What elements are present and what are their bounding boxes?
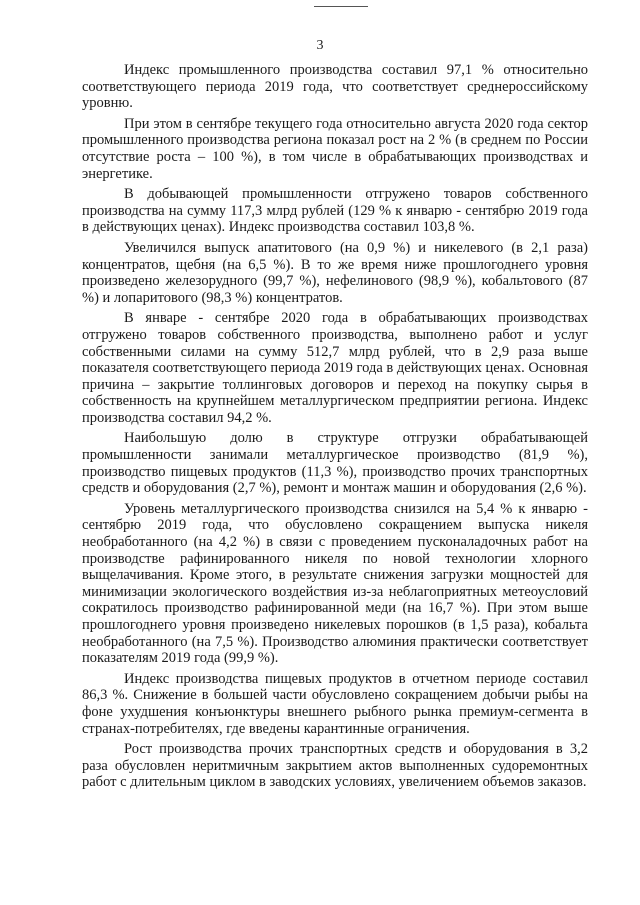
paragraph-mining: В добывающей промышленности отгружено товаров собственного производства на сумму 117,3 млрд рублей (129 % к январю - сентябрю 2019 года в действующих ценах). Индекс производства составил 103,8 %. — [82, 186, 588, 236]
paragraph-food-production: Индекс производства пищевых продуктов в отчетном периоде составил 86,3 %. Снижение в большей части обусловлено сокращением добычи рыбы на фоне ухудшения конъюнктуры внешнего рыбного рынка премиум-сегмента в странах-потребителях, где введены карантинные ограничения. — [82, 670, 588, 737]
paragraph-metallurgy: Уровень металлургического производства снизился на 5,4 % к январю - сентябрю 2019 года, что обусловлено сокращением выпуска никеля необработанного (на 4,2 %) в связи с проведением пусконаладочных работ на производстве рафинированного никеля по новой технологии хлорного выщелачивания. Кроме этого, в результате снижения загрузки мощностей для минимизации экологического воздействия из-за неблагоприятных метеоусловий сократилось производство рафинированной меди (на 16,7 %). При этом выше прошлогоднего уровня произведено никелевых порошков (в 1,5 раза), кобальта необработанного (на 7,5 %). Производство алюминия практически соответствует показателям 2019 года (99,9 %). — [82, 500, 588, 667]
top-rule-divider — [314, 6, 368, 7]
paragraph-september-growth: При этом в сентябре текущего года относительно августа 2020 года сектор промышленного производства региона показал рост на 2 % (в среднем по России отсутствие роста – 100 %), в том числе в обрабатывающих производствах и энергетике. — [82, 115, 588, 182]
page-number: 3 — [316, 38, 324, 53]
paragraph-transport-equipment: Рост производства прочих транспортных средств и оборудования в 3,2 раза обусловлен неритмичным закрытием актов выполненных судоремонтных работ с длительным циклом в заводских условиях, увеличением объемов заказов. — [82, 741, 588, 791]
document-body — [82, 62, 588, 795]
paragraph-industrial-index: Индекс промышленного производства составил 97,1 % относительно соответствующего периода 2019 года, что соответствует среднероссийскому уровню. — [82, 62, 588, 112]
paragraph-manufacturing: В январе - сентябре 2020 года в обрабатывающих производствах отгружено товаров собственного производства, выполнено работ и услуг собственными силами на сумму 512,7 млрд рублей, что в 2,9 раза выше показателя соответствующего периода 2019 года в действующих ценах. Основная причина – закрытие толлинговых договоров и переход на покупку сырья в собственность на крупнейшем металлургическом предприятии региона. Индекс производства составил 94,2 %. — [82, 310, 588, 426]
paragraph-shipment-structure: Наибольшую долю в структуре отгрузки обрабатывающей промышленности занимали металлургическое производство (81,9 %), производство пищевых продуктов (11,3 %), производство прочих транспортных средств и оборудования (2,7 %), ремонт и монтаж машин и оборудования (2,6 %). — [82, 430, 588, 497]
paragraph-concentrates: Увеличился выпуск апатитового (на 0,9 %) и никелевого (в 2,1 раза) концентратов, щебня (на 6,5 %). В то же время ниже прошлогоднего уровня произведено железорудного (99,7 %), нефелинового (98,9 %), кобальтового (87 %) и лопаритового (98,3 %) концентратов. — [82, 239, 588, 306]
